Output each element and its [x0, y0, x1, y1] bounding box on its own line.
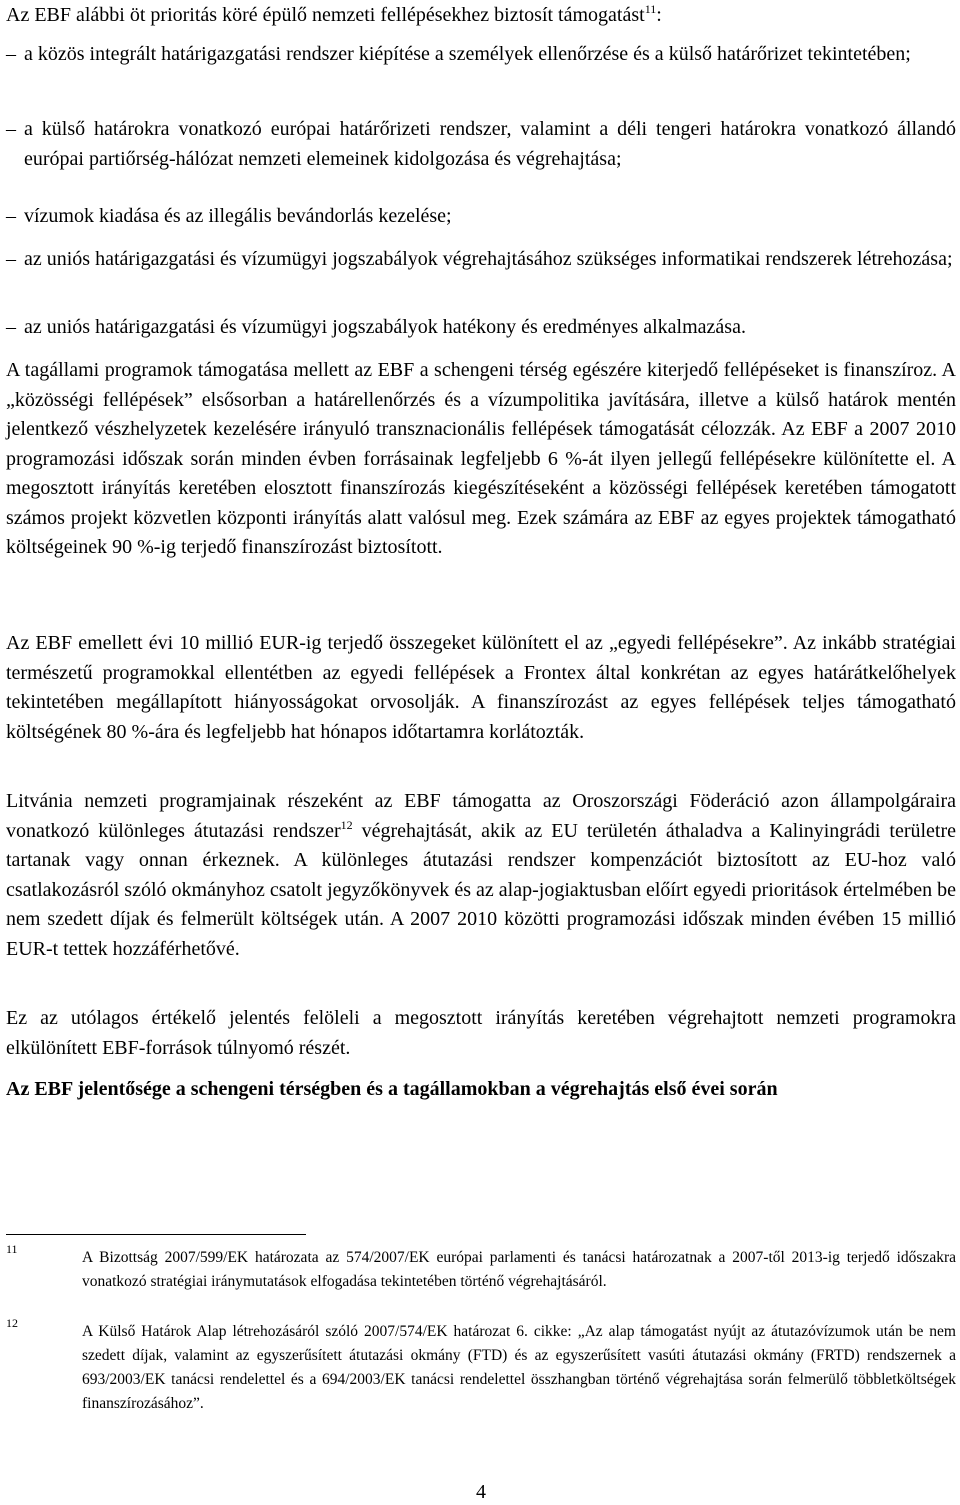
dash-marker: – — [6, 316, 16, 338]
section-heading: Az EBF jelentősége a schengeni térségben és a tagállamokban a végrehajtás első évei során — [6, 1078, 778, 1100]
paragraph-specific-actions: Az EBF emellett évi 10 millió EUR-ig terjedő összegeket különített el az „egyedi fellépésekre”. Az inkább stratégiai természetű programokkal ellentétben az egyedi fellépések a Frontex által konkrétan az egyes határátkelőhelyek tekintetében megállapított hiányosságokat orvosolják. A finanszírozást az egyes fellépések teljes támogatható költségének 80 %-ára és legfeljebb hat hónapos időtartamra korlátozták. — [6, 632, 956, 743]
bullet-item — [6, 313, 956, 343]
bullet-item — [6, 40, 956, 70]
footnote-text: A Külső Határok Alap létrehozásáról szóló 2007/574/EK határozat 6. cikke: „Az alap támogatást nyújt az átutazóvízumok után be nem szedett díjak, valamint az egyszerűsített átutazási okmány (FTD) és az egyszerűsített vasúti átutazási okmány (FRTD) rendszernek a 693/2003/EK tanácsi rendelettel és a 694/2003/EK tanácsi rendelettel összhangban történő végrehajtása során felmerülő többletköltségek finanszírozásához”. — [82, 1323, 956, 1412]
footnote-number: 12 — [6, 1316, 18, 1330]
intro-colon: : — [656, 4, 662, 26]
footnote-number: 11 — [6, 1242, 18, 1256]
lithuania-text-end: végrehajtását, akik az EU területén áthaladva a Kalinyingrádi területre tartanak vagy onnan érkeznek. A különleges átutazási rendszer kompenzációt biztosított az EU-hoz való csatlakozásról szóló okmányhoz csatolt jegyzőkönyvek és az alap-jogiaktusban előírt egyedi prioritások értelmében be nem szedett díjak és felmerült költségek után. A 2007 2010 közötti programozási időszak minden évében 15 millió EUR-t tettek hozzáférhetővé. — [6, 819, 957, 960]
dash-marker: – — [6, 248, 16, 270]
bullet-item — [6, 115, 956, 174]
dash-marker: – — [6, 43, 16, 65]
footnote-separator — [6, 1234, 306, 1235]
bullet-text: az uniós határigazgatási és vízumügyi jogszabályok hatékony és eredményes alkalmazása. — [24, 316, 746, 338]
paragraph-report-scope: Ez az utólagos értékelő jelentés felöleli a megosztott irányítás keretében végrehajtott nemzeti programokra elkülönített EBF-források túlnyomó részét. — [6, 1007, 956, 1059]
footnote-ref-12[interactable]: 12 — [340, 817, 353, 832]
footnote-11 — [6, 1242, 956, 1294]
dash-marker: – — [6, 205, 16, 227]
intro-text: Az EBF alábbi öt prioritás köré épülő nemzeti fellépésekhez biztosít támogatást — [6, 4, 645, 26]
lithuania-text-start: Litvánia nemzeti programjainak részeként az EBF támogatta az Oroszországi Föderáció azon állampolgáraira vonatkozó különleges átutazási rendszer — [6, 790, 956, 842]
paragraph-lithuania — [6, 787, 956, 964]
footnote-12 — [6, 1316, 956, 1416]
bullet-item — [6, 245, 956, 275]
bullet-text: a közös integrált határigazgatási rendszer kiépítése a személyek ellenőrzése és a külső határőrizet tekintetében; — [24, 43, 911, 65]
dash-marker: – — [6, 118, 16, 140]
bullet-item — [6, 202, 956, 232]
bullet-text: az uniós határigazgatási és vízumügyi jogszabályok végrehajtásához szükséges informatikai rendszerek létrehozása; — [24, 248, 953, 270]
footnote-text: A Bizottság 2007/599/EK határozata az 574/2007/EK európai parlamenti és tanácsi határozatnak a 2007-től 2013-ig terjedő időszakra vonatkozó stratégiai iránymutatások elfogadása tekintetében történő végrehajtásáról. — [82, 1249, 956, 1290]
footnote-ref-11[interactable]: 11 — [644, 2, 657, 16]
paragraph-community-actions: A tagállami programok támogatása mellett az EBF a schengeni térség egészére kiterjedő fellépéseket is finanszíroz. A „közösségi fellépések” elsősorban a határellenőrzés és a vízumpolitika javítására, illetve a külső határok mentén jelentkező vészhelyzetek kezelésére irányuló transznacionális fellépések támogatását célozzák. Az EBF a 2007 2010 programozási időszak során minden évben forrásainak legfeljebb 6 %-át ilyen jellegű fellépésekre különítette el. A megosztott irányítás keretében elosztott finanszírozás kiegészítéseként a közösségi fellépések keretében támogatott számos projekt közvetlen központi irányítás alatt valósul meg. Ezek számára az EBF az egyes projektek támogatható költségeinek 90 %-ig terjedő finanszírozást biztosított. — [6, 359, 956, 558]
intro-paragraph — [6, 1, 956, 31]
bullet-text: vízumok kiadása és az illegális bevándorlás kezelése; — [24, 205, 452, 227]
page-number: 4 — [476, 1481, 486, 1503]
bullet-text: a külső határokra vonatkozó európai határőrizeti rendszer, valamint a déli tengeri határokra vonatkozó állandó európai partiőrség-hálózat nemzeti elemeinek kidolgozása és végrehajtása; — [24, 118, 956, 170]
